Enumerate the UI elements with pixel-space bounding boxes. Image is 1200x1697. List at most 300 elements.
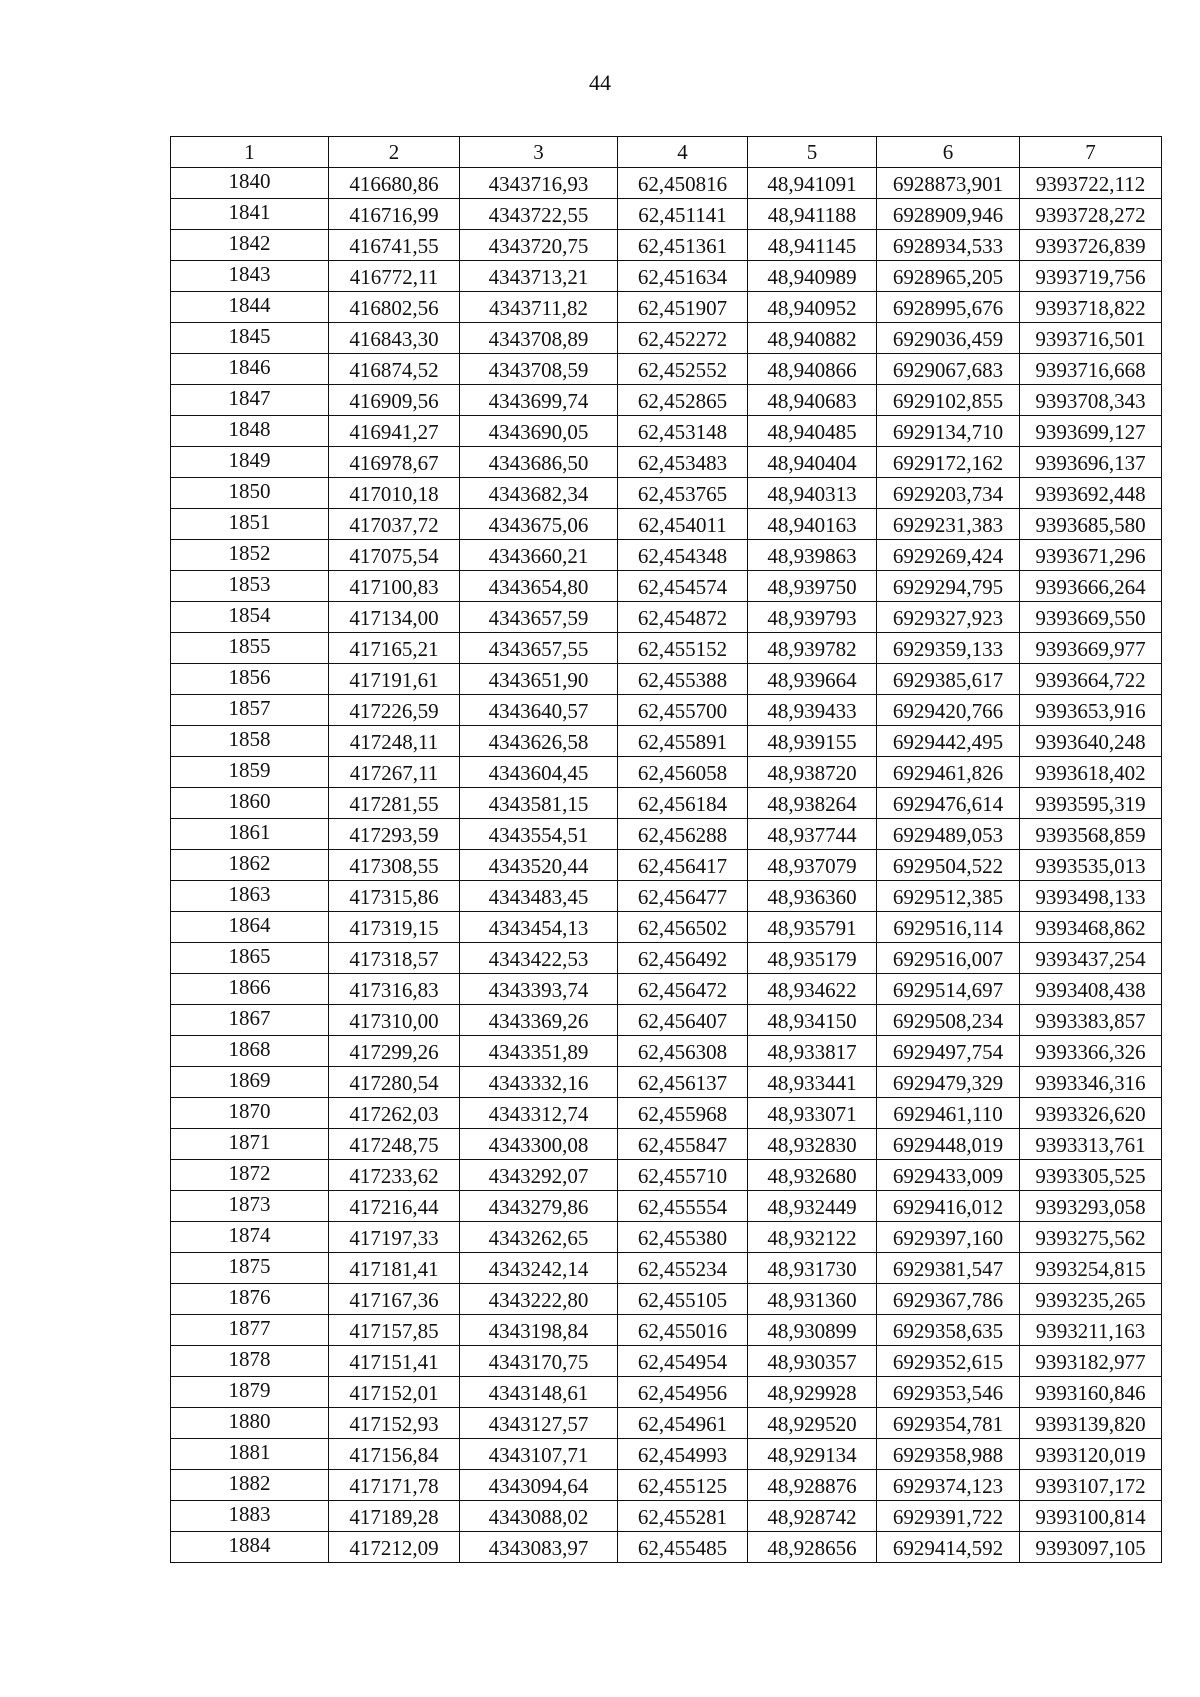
- column-header: 6: [877, 137, 1020, 168]
- table-cell: 9393139,820: [1020, 1408, 1162, 1439]
- point-number-cell: 1880: [171, 1408, 329, 1439]
- table-cell: 48,929134: [748, 1439, 877, 1470]
- table-cell: 9393568,859: [1020, 819, 1162, 850]
- table-row: [171, 1532, 1162, 1563]
- table-cell: 416680,86: [329, 168, 460, 199]
- column-header: 7: [1020, 137, 1162, 168]
- table-cell: 6929359,133: [877, 633, 1020, 664]
- point-number-cell: 1873: [171, 1191, 329, 1222]
- table-cell: 62,456472: [618, 974, 748, 1005]
- table-cell: 62,456407: [618, 1005, 748, 1036]
- table-row: [171, 664, 1162, 695]
- table-cell: 62,455891: [618, 726, 748, 757]
- table-row: [171, 1439, 1162, 1470]
- table-row: [171, 1315, 1162, 1346]
- table-cell: 4343675,06: [460, 509, 618, 540]
- table-cell: 6929353,546: [877, 1377, 1020, 1408]
- table-cell: 4343292,07: [460, 1160, 618, 1191]
- table-cell: 6929358,988: [877, 1439, 1020, 1470]
- table-cell: 4343422,53: [460, 943, 618, 974]
- table-cell: 48,941091: [748, 168, 877, 199]
- table-cell: 6929416,012: [877, 1191, 1020, 1222]
- table-cell: 416772,11: [329, 261, 460, 292]
- table-row: [171, 1036, 1162, 1067]
- table-cell: 9393595,319: [1020, 788, 1162, 819]
- table-cell: 9393408,438: [1020, 974, 1162, 1005]
- table-cell: 9393716,501: [1020, 323, 1162, 354]
- table-cell: 417152,01: [329, 1377, 460, 1408]
- table-cell: 9393535,013: [1020, 850, 1162, 881]
- table-cell: 9393696,137: [1020, 447, 1162, 478]
- table-cell: 62,453483: [618, 447, 748, 478]
- table-cell: 62,455380: [618, 1222, 748, 1253]
- table-row: [171, 354, 1162, 385]
- table-row: [171, 1160, 1162, 1191]
- table-cell: 9393468,862: [1020, 912, 1162, 943]
- table-cell: 48,939782: [748, 633, 877, 664]
- table-cell: 62,454956: [618, 1377, 748, 1408]
- table-cell: 9393498,133: [1020, 881, 1162, 912]
- table-cell: 417189,28: [329, 1501, 460, 1532]
- table-cell: 6929514,697: [877, 974, 1020, 1005]
- point-number-cell: 1860: [171, 788, 329, 819]
- table-cell: 4343332,16: [460, 1067, 618, 1098]
- point-number-cell: 1857: [171, 695, 329, 726]
- table-cell: 48,933817: [748, 1036, 877, 1067]
- table-cell: 62,456137: [618, 1067, 748, 1098]
- table-cell: 62,454961: [618, 1408, 748, 1439]
- table-row: [171, 602, 1162, 633]
- table-cell: 6929358,635: [877, 1315, 1020, 1346]
- table-row: [171, 943, 1162, 974]
- table-cell: 9393182,977: [1020, 1346, 1162, 1377]
- point-number-cell: 1865: [171, 943, 329, 974]
- column-header: 3: [460, 137, 618, 168]
- table-cell: 48,939433: [748, 695, 877, 726]
- table-cell: 417151,41: [329, 1346, 460, 1377]
- table-cell: 9393728,272: [1020, 199, 1162, 230]
- point-number-cell: 1848: [171, 416, 329, 447]
- table-cell: 6929067,683: [877, 354, 1020, 385]
- table-cell: 417280,54: [329, 1067, 460, 1098]
- table-cell: 417319,15: [329, 912, 460, 943]
- table-cell: 417191,61: [329, 664, 460, 695]
- table-row: [171, 881, 1162, 912]
- table-cell: 4343604,45: [460, 757, 618, 788]
- table-cell: 62,452552: [618, 354, 748, 385]
- table-cell: 417267,11: [329, 757, 460, 788]
- table-cell: 4343554,51: [460, 819, 618, 850]
- table-row: [171, 1253, 1162, 1284]
- table-cell: 4343083,97: [460, 1532, 618, 1563]
- table-cell: 6929448,019: [877, 1129, 1020, 1160]
- table-cell: 4343651,90: [460, 664, 618, 695]
- table-cell: 6928873,901: [877, 168, 1020, 199]
- table-row: [171, 540, 1162, 571]
- table-cell: 4343708,59: [460, 354, 618, 385]
- point-number-cell: 1869: [171, 1067, 329, 1098]
- table-cell: 9393671,296: [1020, 540, 1162, 571]
- table-cell: 48,933071: [748, 1098, 877, 1129]
- point-number-cell: 1840: [171, 168, 329, 199]
- table-cell: 62,453148: [618, 416, 748, 447]
- table-row: [171, 850, 1162, 881]
- table-cell: 6929374,123: [877, 1470, 1020, 1501]
- table-cell: 9393722,112: [1020, 168, 1162, 199]
- table-cell: 48,936360: [748, 881, 877, 912]
- table-cell: 62,456058: [618, 757, 748, 788]
- table-cell: 48,928656: [748, 1532, 877, 1563]
- point-number-cell: 1851: [171, 509, 329, 540]
- table-cell: 62,455700: [618, 695, 748, 726]
- table-cell: 6929036,459: [877, 323, 1020, 354]
- table-cell: 6929461,110: [877, 1098, 1020, 1129]
- table-row: [171, 1191, 1162, 1222]
- table-cell: 9393719,756: [1020, 261, 1162, 292]
- table-row: [171, 1222, 1162, 1253]
- table-cell: 62,451907: [618, 292, 748, 323]
- table-cell: 417157,85: [329, 1315, 460, 1346]
- table-cell: 417156,84: [329, 1439, 460, 1470]
- table-cell: 4343300,08: [460, 1129, 618, 1160]
- table-cell: 48,938720: [748, 757, 877, 788]
- table-cell: 4343454,13: [460, 912, 618, 943]
- table-cell: 416716,99: [329, 199, 460, 230]
- table-cell: 6929367,786: [877, 1284, 1020, 1315]
- table-cell: 9393107,172: [1020, 1470, 1162, 1501]
- table-cell: 48,940882: [748, 323, 877, 354]
- table-cell: 48,935179: [748, 943, 877, 974]
- table-cell: 48,930899: [748, 1315, 877, 1346]
- table-cell: 62,456502: [618, 912, 748, 943]
- table-row: [171, 416, 1162, 447]
- table-cell: 6929489,053: [877, 819, 1020, 850]
- table-cell: 4343708,89: [460, 323, 618, 354]
- table-cell: 48,932449: [748, 1191, 877, 1222]
- table-row: [171, 1005, 1162, 1036]
- table-cell: 6929102,855: [877, 385, 1020, 416]
- table-cell: 6929231,383: [877, 509, 1020, 540]
- table-cell: 62,455485: [618, 1532, 748, 1563]
- table-cell: 48,940952: [748, 292, 877, 323]
- table-cell: 6929327,923: [877, 602, 1020, 633]
- point-number-cell: 1881: [171, 1439, 329, 1470]
- table-cell: 9393653,916: [1020, 695, 1162, 726]
- table-cell: 4343198,84: [460, 1315, 618, 1346]
- table-cell: 4343720,75: [460, 230, 618, 261]
- table-cell: 4343722,55: [460, 199, 618, 230]
- table-cell: 62,454872: [618, 602, 748, 633]
- point-number-cell: 1861: [171, 819, 329, 850]
- table-cell: 9393313,761: [1020, 1129, 1162, 1160]
- table-cell: 48,939793: [748, 602, 877, 633]
- table-cell: 9393664,722: [1020, 664, 1162, 695]
- table-row: [171, 385, 1162, 416]
- table-cell: 4343279,86: [460, 1191, 618, 1222]
- table-cell: 417100,83: [329, 571, 460, 602]
- table-cell: 6929516,007: [877, 943, 1020, 974]
- table-cell: 6929134,710: [877, 416, 1020, 447]
- table-cell: 6929269,424: [877, 540, 1020, 571]
- table-cell: 62,455281: [618, 1501, 748, 1532]
- table-cell: 48,932680: [748, 1160, 877, 1191]
- table-cell: 6928934,533: [877, 230, 1020, 261]
- table-cell: 48,941145: [748, 230, 877, 261]
- table-cell: 62,455105: [618, 1284, 748, 1315]
- table-cell: 417197,33: [329, 1222, 460, 1253]
- point-number-cell: 1874: [171, 1222, 329, 1253]
- point-number-cell: 1882: [171, 1470, 329, 1501]
- table-cell: 9393618,402: [1020, 757, 1162, 788]
- table-cell: 9393235,265: [1020, 1284, 1162, 1315]
- table-cell: 416941,27: [329, 416, 460, 447]
- table-cell: 4343222,80: [460, 1284, 618, 1315]
- table-row: [171, 788, 1162, 819]
- table-cell: 4343640,57: [460, 695, 618, 726]
- table-cell: 48,929928: [748, 1377, 877, 1408]
- table-cell: 6929354,781: [877, 1408, 1020, 1439]
- point-number-cell: 1858: [171, 726, 329, 757]
- table-cell: 9393699,127: [1020, 416, 1162, 447]
- table-cell: 62,456308: [618, 1036, 748, 1067]
- table-cell: 9393726,839: [1020, 230, 1162, 261]
- table-cell: 6928965,205: [877, 261, 1020, 292]
- table-cell: 417281,55: [329, 788, 460, 819]
- table-cell: 417075,54: [329, 540, 460, 571]
- table-cell: 6929352,615: [877, 1346, 1020, 1377]
- table-cell: 416978,67: [329, 447, 460, 478]
- table-row: [171, 1129, 1162, 1160]
- table-row: [171, 571, 1162, 602]
- table-row: [171, 199, 1162, 230]
- table-cell: 4343520,44: [460, 850, 618, 881]
- table-cell: 62,455710: [618, 1160, 748, 1191]
- table-cell: 48,940163: [748, 509, 877, 540]
- table-cell: 48,941188: [748, 199, 877, 230]
- table-cell: 6928909,946: [877, 199, 1020, 230]
- table-cell: 4343699,74: [460, 385, 618, 416]
- table-cell: 9393211,163: [1020, 1315, 1162, 1346]
- table-cell: 6929497,754: [877, 1036, 1020, 1067]
- table-header-row: [171, 137, 1162, 168]
- table-cell: 416741,55: [329, 230, 460, 261]
- table-cell: 417152,93: [329, 1408, 460, 1439]
- table-cell: 9393275,562: [1020, 1222, 1162, 1253]
- table-cell: 4343626,58: [460, 726, 618, 757]
- point-number-cell: 1852: [171, 540, 329, 571]
- point-number-cell: 1855: [171, 633, 329, 664]
- table-cell: 416802,56: [329, 292, 460, 323]
- table-cell: 417167,36: [329, 1284, 460, 1315]
- table-cell: 9393718,822: [1020, 292, 1162, 323]
- table-row: [171, 447, 1162, 478]
- table-cell: 62,455125: [618, 1470, 748, 1501]
- table-cell: 62,454574: [618, 571, 748, 602]
- point-number-cell: 1864: [171, 912, 329, 943]
- table-cell: 4343148,61: [460, 1377, 618, 1408]
- table-cell: 62,455234: [618, 1253, 748, 1284]
- point-number-cell: 1845: [171, 323, 329, 354]
- table-cell: 48,928876: [748, 1470, 877, 1501]
- page-number: 44: [589, 70, 611, 95]
- table-cell: 62,455388: [618, 664, 748, 695]
- table-cell: 62,451634: [618, 261, 748, 292]
- table-row: [171, 974, 1162, 1005]
- table-cell: 9393160,846: [1020, 1377, 1162, 1408]
- table-cell: 9393383,857: [1020, 1005, 1162, 1036]
- point-number-cell: 1849: [171, 447, 329, 478]
- table-cell: 48,929520: [748, 1408, 877, 1439]
- point-number-cell: 1877: [171, 1315, 329, 1346]
- table-row: [171, 695, 1162, 726]
- point-number-cell: 1854: [171, 602, 329, 633]
- point-number-cell: 1862: [171, 850, 329, 881]
- table-cell: 4343369,26: [460, 1005, 618, 1036]
- table-cell: 62,451141: [618, 199, 748, 230]
- table-row: [171, 726, 1162, 757]
- table-cell: 62,456492: [618, 943, 748, 974]
- table-cell: 62,450816: [618, 168, 748, 199]
- table-cell: 416843,30: [329, 323, 460, 354]
- point-number-cell: 1879: [171, 1377, 329, 1408]
- table-cell: 4343127,57: [460, 1408, 618, 1439]
- table-cell: 6929516,114: [877, 912, 1020, 943]
- table-row: [171, 1284, 1162, 1315]
- table-cell: 6929172,162: [877, 447, 1020, 478]
- table-cell: 62,455847: [618, 1129, 748, 1160]
- table-cell: 9393097,105: [1020, 1532, 1162, 1563]
- table-cell: 62,456184: [618, 788, 748, 819]
- table-cell: 417315,86: [329, 881, 460, 912]
- table-cell: 9393716,668: [1020, 354, 1162, 385]
- table-row: [171, 323, 1162, 354]
- table-cell: 417299,26: [329, 1036, 460, 1067]
- table-row: [171, 509, 1162, 540]
- table-cell: 9393366,326: [1020, 1036, 1162, 1067]
- table-cell: 9393305,525: [1020, 1160, 1162, 1191]
- table-cell: 9393669,977: [1020, 633, 1162, 664]
- table-cell: 6929504,522: [877, 850, 1020, 881]
- table-cell: 417216,44: [329, 1191, 460, 1222]
- table-row: [171, 633, 1162, 664]
- table-cell: 48,940404: [748, 447, 877, 478]
- table-cell: 6929397,160: [877, 1222, 1020, 1253]
- column-header: 1: [171, 137, 329, 168]
- point-number-cell: 1868: [171, 1036, 329, 1067]
- coordinates-table: [170, 136, 1162, 1563]
- table-cell: 6929294,795: [877, 571, 1020, 602]
- point-number-cell: 1876: [171, 1284, 329, 1315]
- table-cell: 4343094,64: [460, 1470, 618, 1501]
- table-cell: 6929433,009: [877, 1160, 1020, 1191]
- table-cell: 48,938264: [748, 788, 877, 819]
- table-cell: 62,454993: [618, 1439, 748, 1470]
- table-cell: 6929476,614: [877, 788, 1020, 819]
- table-cell: 62,455016: [618, 1315, 748, 1346]
- point-number-cell: 1863: [171, 881, 329, 912]
- table-row: [171, 478, 1162, 509]
- point-number-cell: 1884: [171, 1532, 329, 1563]
- table-cell: 6929420,766: [877, 695, 1020, 726]
- table-cell: 6929414,592: [877, 1532, 1020, 1563]
- point-number-cell: 1870: [171, 1098, 329, 1129]
- table-cell: 417248,11: [329, 726, 460, 757]
- table-cell: 417316,83: [329, 974, 460, 1005]
- table-cell: 4343682,34: [460, 478, 618, 509]
- table-row: [171, 1377, 1162, 1408]
- table-cell: 48,940989: [748, 261, 877, 292]
- column-header: 5: [748, 137, 877, 168]
- table-cell: 48,933441: [748, 1067, 877, 1098]
- table-cell: 4343107,71: [460, 1439, 618, 1470]
- table-cell: 48,940485: [748, 416, 877, 447]
- table-cell: 417226,59: [329, 695, 460, 726]
- table-cell: 48,937744: [748, 819, 877, 850]
- table-cell: 6929381,547: [877, 1253, 1020, 1284]
- table-cell: 416874,52: [329, 354, 460, 385]
- table-cell: 417308,55: [329, 850, 460, 881]
- table-cell: 48,930357: [748, 1346, 877, 1377]
- table-cell: 62,452272: [618, 323, 748, 354]
- table-cell: 6929512,385: [877, 881, 1020, 912]
- table-cell: 4343711,82: [460, 292, 618, 323]
- table-cell: 6929442,495: [877, 726, 1020, 757]
- point-number-cell: 1859: [171, 757, 329, 788]
- table-row: [171, 292, 1162, 323]
- table-cell: 4343713,21: [460, 261, 618, 292]
- table-cell: 48,932122: [748, 1222, 877, 1253]
- table-cell: 62,452865: [618, 385, 748, 416]
- table-cell: 62,453765: [618, 478, 748, 509]
- table-cell: 48,934150: [748, 1005, 877, 1036]
- table-row: [171, 1501, 1162, 1532]
- table-cell: 62,455152: [618, 633, 748, 664]
- table-cell: 4343170,75: [460, 1346, 618, 1377]
- table-cell: 4343088,02: [460, 1501, 618, 1532]
- table-row: [171, 261, 1162, 292]
- table-cell: 6929461,826: [877, 757, 1020, 788]
- table-cell: 9393666,264: [1020, 571, 1162, 602]
- table-cell: 62,455554: [618, 1191, 748, 1222]
- table-cell: 48,937079: [748, 850, 877, 881]
- table-cell: 4343242,14: [460, 1253, 618, 1284]
- table-cell: 417262,03: [329, 1098, 460, 1129]
- table-cell: 48,939664: [748, 664, 877, 695]
- table-cell: 48,932830: [748, 1129, 877, 1160]
- point-number-cell: 1856: [171, 664, 329, 695]
- table-cell: 417318,57: [329, 943, 460, 974]
- table-cell: 9393692,448: [1020, 478, 1162, 509]
- table-cell: 417037,72: [329, 509, 460, 540]
- table-cell: 4343351,89: [460, 1036, 618, 1067]
- table-cell: 9393640,248: [1020, 726, 1162, 757]
- table-row: [171, 1470, 1162, 1501]
- table-cell: 6928995,676: [877, 292, 1020, 323]
- table-cell: 417010,18: [329, 478, 460, 509]
- table-cell: 6929203,734: [877, 478, 1020, 509]
- table-cell: 62,454348: [618, 540, 748, 571]
- point-number-cell: 1872: [171, 1160, 329, 1191]
- point-number-cell: 1841: [171, 199, 329, 230]
- table-body: [171, 168, 1162, 1563]
- table-row: [171, 1098, 1162, 1129]
- table-row: [171, 1067, 1162, 1098]
- table-cell: 9393293,058: [1020, 1191, 1162, 1222]
- table-cell: 62,451361: [618, 230, 748, 261]
- table-cell: 4343657,55: [460, 633, 618, 664]
- table-row: [171, 1346, 1162, 1377]
- table-cell: 48,940683: [748, 385, 877, 416]
